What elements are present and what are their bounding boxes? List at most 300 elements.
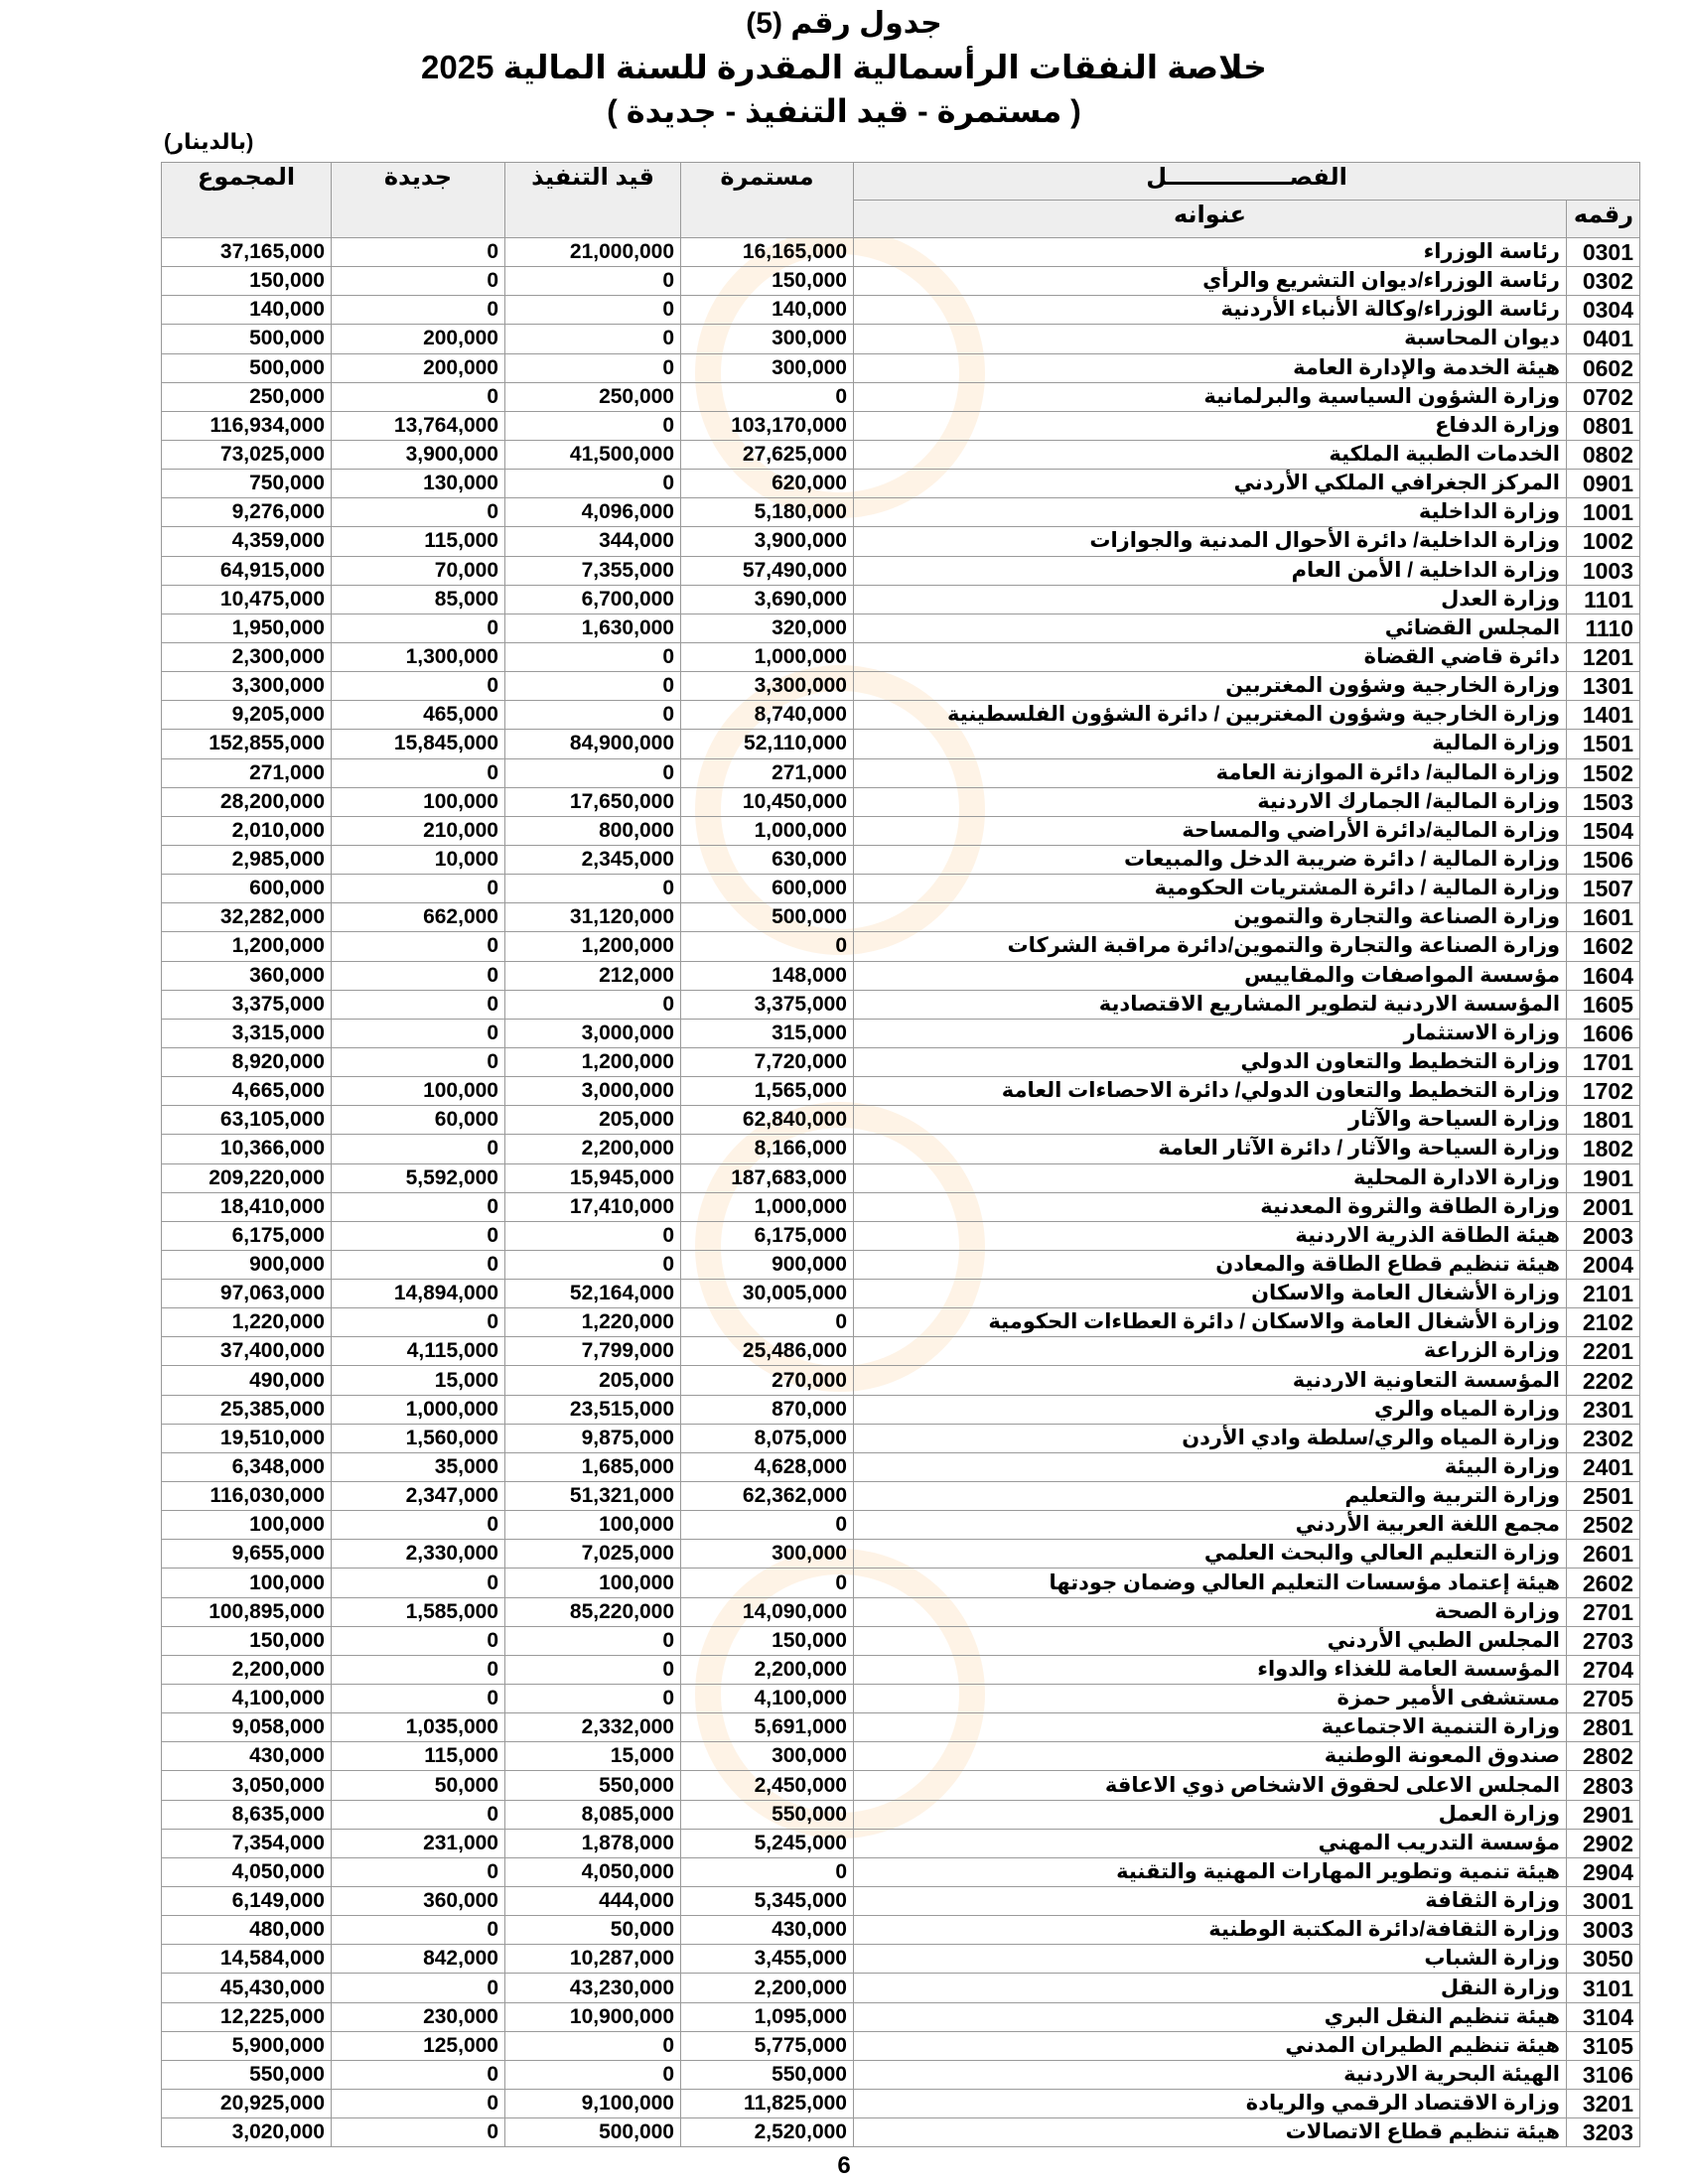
row-ongoing: 25,486,000 [681, 1337, 854, 1366]
header-chapter: الفصـــــــــــــــل [854, 163, 1640, 201]
row-new: 0 [332, 2118, 505, 2147]
row-title: وزارة النقل [854, 1974, 1567, 2002]
row-in-progress: 100,000 [505, 1511, 681, 1540]
row-code: 0602 [1567, 353, 1640, 382]
row-in-progress: 17,650,000 [505, 787, 681, 816]
row-in-progress: 10,287,000 [505, 1945, 681, 1974]
row-new: 0 [332, 382, 505, 411]
row-new: 15,000 [332, 1366, 505, 1395]
row-new: 0 [332, 1916, 505, 1945]
row-in-progress: 0 [505, 1250, 681, 1279]
table-row [162, 1280, 1640, 1308]
row-in-progress: 7,799,000 [505, 1337, 681, 1366]
row-total: 490,000 [162, 1366, 332, 1395]
row-code: 3101 [1567, 1974, 1640, 2002]
table-row [162, 1482, 1640, 1511]
row-in-progress: 41,500,000 [505, 440, 681, 469]
row-total: 28,200,000 [162, 787, 332, 816]
row-ongoing: 187,683,000 [681, 1163, 854, 1192]
row-total: 64,915,000 [162, 556, 332, 585]
row-code: 1606 [1567, 1019, 1640, 1047]
row-ongoing: 30,005,000 [681, 1280, 854, 1308]
row-title: وزارة الداخلية / الأمن العام [854, 556, 1567, 585]
row-new: 50,000 [332, 1771, 505, 1800]
row-ongoing: 1,000,000 [681, 642, 854, 671]
row-ongoing: 3,375,000 [681, 990, 854, 1019]
table-row [162, 1424, 1640, 1452]
row-in-progress: 2,332,000 [505, 1713, 681, 1742]
row-code: 2501 [1567, 1482, 1640, 1511]
row-ongoing: 5,245,000 [681, 1829, 854, 1857]
table-row [162, 1192, 1640, 1221]
row-code: 1501 [1567, 730, 1640, 758]
table-row [162, 672, 1640, 701]
row-code: 0304 [1567, 296, 1640, 325]
row-total: 1,950,000 [162, 614, 332, 642]
row-total: 8,920,000 [162, 1047, 332, 1076]
row-ongoing: 0 [681, 1569, 854, 1597]
row-code: 2301 [1567, 1395, 1640, 1424]
row-title: وزارة الخارجية وشؤون المغتربين [854, 672, 1567, 701]
row-title: وزارة الاستثمار [854, 1019, 1567, 1047]
row-ongoing: 6,175,000 [681, 1221, 854, 1250]
table-row [162, 1511, 1640, 1540]
header-total: المجموع [162, 163, 332, 238]
row-in-progress: 0 [505, 325, 681, 353]
row-in-progress: 0 [505, 2031, 681, 2060]
row-ongoing: 500,000 [681, 903, 854, 932]
row-in-progress: 1,878,000 [505, 1829, 681, 1857]
row-title: وزارة الصناعة والتجارة والتموين/دائرة مراقبة الشركات [854, 932, 1567, 961]
table-row [162, 1742, 1640, 1771]
row-in-progress: 8,085,000 [505, 1800, 681, 1829]
row-total: 9,205,000 [162, 701, 332, 730]
table-row [162, 1771, 1640, 1800]
row-in-progress: 84,900,000 [505, 730, 681, 758]
row-title: وزارة المياه والري [854, 1395, 1567, 1424]
row-code: 2803 [1567, 1771, 1640, 1800]
row-title: رئاسة الوزراء [854, 238, 1567, 267]
row-new: 0 [332, 296, 505, 325]
row-code: 3104 [1567, 2002, 1640, 2031]
row-new: 842,000 [332, 1945, 505, 1974]
row-new: 0 [332, 614, 505, 642]
row-total: 2,300,000 [162, 642, 332, 671]
row-in-progress: 3,000,000 [505, 1019, 681, 1047]
table-row [162, 1077, 1640, 1106]
row-title: هيئة تنمية وتطوير المهارات المهنية والتقنية [854, 1857, 1567, 1886]
row-total: 45,430,000 [162, 1974, 332, 2002]
table-row [162, 845, 1640, 874]
row-title: وزارة الداخلية [854, 498, 1567, 527]
row-total: 3,375,000 [162, 990, 332, 1019]
table-row [162, 816, 1640, 845]
table-row [162, 2031, 1640, 2060]
row-total: 360,000 [162, 961, 332, 990]
row-ongoing: 300,000 [681, 325, 854, 353]
table-row [162, 2118, 1640, 2147]
row-ongoing: 1,000,000 [681, 816, 854, 845]
row-ongoing: 0 [681, 382, 854, 411]
row-total: 9,058,000 [162, 1713, 332, 1742]
row-new: 0 [332, 758, 505, 787]
row-ongoing: 271,000 [681, 758, 854, 787]
row-title: المجلس الطبي الأردني [854, 1626, 1567, 1655]
row-total: 3,020,000 [162, 2118, 332, 2147]
row-new: 3,900,000 [332, 440, 505, 469]
row-in-progress: 15,000 [505, 1742, 681, 1771]
row-title: وزارة الصحة [854, 1597, 1567, 1626]
row-ongoing: 550,000 [681, 2060, 854, 2089]
row-ongoing: 2,450,000 [681, 1771, 854, 1800]
row-new: 100,000 [332, 1077, 505, 1106]
row-code: 3003 [1567, 1916, 1640, 1945]
table-row [162, 990, 1640, 1019]
row-total: 116,030,000 [162, 1482, 332, 1511]
row-in-progress: 205,000 [505, 1106, 681, 1135]
row-ongoing: 2,200,000 [681, 1655, 854, 1684]
row-in-progress: 2,345,000 [505, 845, 681, 874]
row-title: وزارة الداخلية/ دائرة الأحوال المدنية والجوازات [854, 527, 1567, 556]
row-total: 8,635,000 [162, 1800, 332, 1829]
row-title: وزارة الثقافة [854, 1887, 1567, 1916]
row-total: 100,895,000 [162, 1597, 332, 1626]
row-new: 0 [332, 1250, 505, 1279]
row-title: وزارة الأشغال العامة والاسكان [854, 1280, 1567, 1308]
row-total: 1,220,000 [162, 1308, 332, 1337]
table-row [162, 1916, 1640, 1945]
row-code: 2901 [1567, 1800, 1640, 1829]
row-ongoing: 300,000 [681, 1742, 854, 1771]
row-new: 35,000 [332, 1452, 505, 1481]
table-row [162, 1569, 1640, 1597]
row-new: 200,000 [332, 325, 505, 353]
row-ongoing: 300,000 [681, 353, 854, 382]
row-total: 3,315,000 [162, 1019, 332, 1047]
row-new: 115,000 [332, 1742, 505, 1771]
row-code: 2703 [1567, 1626, 1640, 1655]
row-code: 2801 [1567, 1713, 1640, 1742]
row-new: 0 [332, 498, 505, 527]
row-title: رئاسة الوزراء/وكالة الأنباء الأردنية [854, 296, 1567, 325]
row-ongoing: 7,720,000 [681, 1047, 854, 1076]
row-total: 97,063,000 [162, 1280, 332, 1308]
row-new: 0 [332, 1511, 505, 1540]
row-new: 0 [332, 1047, 505, 1076]
row-code: 3203 [1567, 2118, 1640, 2147]
row-title: دائرة قاضي القضاة [854, 642, 1567, 671]
row-title: وزارة المالية [854, 730, 1567, 758]
row-code: 0901 [1567, 470, 1640, 498]
row-total: 550,000 [162, 2060, 332, 2089]
row-in-progress: 15,945,000 [505, 1163, 681, 1192]
row-title: وزارة التخطيط والتعاون الدولي [854, 1047, 1567, 1076]
table-row [162, 267, 1640, 296]
row-code: 0301 [1567, 238, 1640, 267]
row-title: وزارة الشباب [854, 1945, 1567, 1974]
row-code: 3001 [1567, 1887, 1640, 1916]
row-total: 4,359,000 [162, 527, 332, 556]
table-row [162, 1800, 1640, 1829]
row-total: 150,000 [162, 1626, 332, 1655]
row-total: 100,000 [162, 1569, 332, 1597]
row-code: 1702 [1567, 1077, 1640, 1106]
row-ongoing: 0 [681, 1511, 854, 1540]
table-row [162, 1366, 1640, 1395]
row-new: 0 [332, 672, 505, 701]
row-ongoing: 620,000 [681, 470, 854, 498]
row-new: 0 [332, 1192, 505, 1221]
row-title: وزارة التعليم العالي والبحث العلمي [854, 1540, 1567, 1569]
row-title: وزارة المياه والري/سلطة وادي الأردن [854, 1424, 1567, 1452]
row-title: وزارة الصناعة والتجارة والتموين [854, 903, 1567, 932]
row-ongoing: 270,000 [681, 1366, 854, 1395]
row-total: 3,050,000 [162, 1771, 332, 1800]
row-code: 3106 [1567, 2060, 1640, 2089]
table-row [162, 353, 1640, 382]
row-new: 0 [332, 1308, 505, 1337]
row-total: 9,276,000 [162, 498, 332, 527]
row-in-progress: 7,355,000 [505, 556, 681, 585]
row-code: 2401 [1567, 1452, 1640, 1481]
row-in-progress: 31,120,000 [505, 903, 681, 932]
table-row [162, 238, 1640, 267]
row-code: 2101 [1567, 1280, 1640, 1308]
row-new: 2,330,000 [332, 1540, 505, 1569]
table-row [162, 1887, 1640, 1916]
row-total: 37,400,000 [162, 1337, 332, 1366]
row-total: 140,000 [162, 296, 332, 325]
row-ongoing: 630,000 [681, 845, 854, 874]
table-row [162, 1597, 1640, 1626]
page-number: 6 [837, 2152, 851, 2179]
row-ongoing: 0 [681, 932, 854, 961]
row-title: المؤسسة الاردنية لتطوير المشاريع الاقتصادية [854, 990, 1567, 1019]
row-new: 0 [332, 2090, 505, 2118]
table-row [162, 1337, 1640, 1366]
row-in-progress: 1,200,000 [505, 1047, 681, 1076]
row-in-progress: 0 [505, 470, 681, 498]
row-new: 0 [332, 1800, 505, 1829]
table-row [162, 961, 1640, 990]
row-new: 0 [332, 961, 505, 990]
row-title: وزارة المالية/ الجمارك الاردنية [854, 787, 1567, 816]
row-title: وزارة العدل [854, 585, 1567, 614]
row-in-progress: 50,000 [505, 1916, 681, 1945]
row-code: 2502 [1567, 1511, 1640, 1540]
row-code: 1901 [1567, 1163, 1640, 1192]
table-row [162, 325, 1640, 353]
row-total: 4,665,000 [162, 1077, 332, 1106]
row-ongoing: 4,100,000 [681, 1685, 854, 1713]
header-ongoing: مستمرة [681, 163, 854, 238]
row-in-progress: 0 [505, 2060, 681, 2089]
row-new: 0 [332, 1655, 505, 1684]
row-total: 14,584,000 [162, 1945, 332, 1974]
row-new: 1,000,000 [332, 1395, 505, 1424]
row-code: 1507 [1567, 875, 1640, 903]
row-code: 0702 [1567, 382, 1640, 411]
table-row [162, 1250, 1640, 1279]
row-in-progress: 0 [505, 267, 681, 296]
row-in-progress: 500,000 [505, 2118, 681, 2147]
row-code: 2904 [1567, 1857, 1640, 1886]
row-title: ديوان المحاسبة [854, 325, 1567, 353]
row-ongoing: 1,095,000 [681, 2002, 854, 2031]
table-row [162, 701, 1640, 730]
row-total: 500,000 [162, 353, 332, 382]
row-total: 6,348,000 [162, 1452, 332, 1481]
row-total: 63,105,000 [162, 1106, 332, 1135]
row-title: هيئة إعتماد مؤسسات التعليم العالي وضمان جودتها [854, 1569, 1567, 1597]
row-in-progress: 0 [505, 411, 681, 440]
row-total: 9,655,000 [162, 1540, 332, 1569]
row-in-progress: 1,685,000 [505, 1452, 681, 1481]
row-code: 1802 [1567, 1135, 1640, 1163]
row-ongoing: 148,000 [681, 961, 854, 990]
row-new: 15,845,000 [332, 730, 505, 758]
header-in-progress: قيد التنفيذ [505, 163, 681, 238]
row-code: 1602 [1567, 932, 1640, 961]
row-total: 900,000 [162, 1250, 332, 1279]
row-code: 2902 [1567, 1829, 1640, 1857]
row-new: 70,000 [332, 556, 505, 585]
row-ongoing: 0 [681, 1857, 854, 1886]
row-code: 2704 [1567, 1655, 1640, 1684]
row-code: 1110 [1567, 614, 1640, 642]
row-title: الخدمات الطبية الملكية [854, 440, 1567, 469]
row-total: 10,475,000 [162, 585, 332, 614]
row-in-progress: 51,321,000 [505, 1482, 681, 1511]
row-title: المجلس القضائي [854, 614, 1567, 642]
table-row [162, 585, 1640, 614]
row-total: 2,200,000 [162, 1655, 332, 1684]
row-code: 2701 [1567, 1597, 1640, 1626]
row-code: 1506 [1567, 845, 1640, 874]
table-row [162, 932, 1640, 961]
row-total: 19,510,000 [162, 1424, 332, 1452]
row-ongoing: 8,740,000 [681, 701, 854, 730]
row-code: 2003 [1567, 1221, 1640, 1250]
table-row [162, 440, 1640, 469]
row-code: 1701 [1567, 1047, 1640, 1076]
row-code: 0302 [1567, 267, 1640, 296]
row-new: 115,000 [332, 527, 505, 556]
row-title: وزارة التنمية الاجتماعية [854, 1713, 1567, 1742]
table-row [162, 411, 1640, 440]
row-title: وزارة السياحة والآثار / دائرة الآثار العامة [854, 1135, 1567, 1163]
row-code: 1504 [1567, 816, 1640, 845]
row-ongoing: 140,000 [681, 296, 854, 325]
row-total: 18,410,000 [162, 1192, 332, 1221]
page-title: خلاصة النفقات الرأسمالية المقدرة للسنة المالية 2025 [421, 49, 1267, 85]
row-code: 1604 [1567, 961, 1640, 990]
row-new: 1,300,000 [332, 642, 505, 671]
row-code: 2705 [1567, 1685, 1640, 1713]
row-code: 2602 [1567, 1569, 1640, 1597]
row-total: 4,100,000 [162, 1685, 332, 1713]
row-new: 0 [332, 1626, 505, 1655]
row-in-progress: 6,700,000 [505, 585, 681, 614]
row-in-progress: 0 [505, 701, 681, 730]
row-total: 250,000 [162, 382, 332, 411]
row-ongoing: 10,450,000 [681, 787, 854, 816]
row-new: 0 [332, 1569, 505, 1597]
row-ongoing: 3,690,000 [681, 585, 854, 614]
row-total: 152,855,000 [162, 730, 332, 758]
row-new: 0 [332, 1135, 505, 1163]
row-ongoing: 5,775,000 [681, 2031, 854, 2060]
row-new: 230,000 [332, 2002, 505, 2031]
row-ongoing: 5,345,000 [681, 1887, 854, 1916]
row-in-progress: 0 [505, 642, 681, 671]
row-total: 25,385,000 [162, 1395, 332, 1424]
row-title: هيئة تنظيم قطاع الطاقة والمعادن [854, 1250, 1567, 1279]
table-row [162, 1308, 1640, 1337]
table-row [162, 1019, 1640, 1047]
row-ongoing: 3,300,000 [681, 672, 854, 701]
row-in-progress: 0 [505, 758, 681, 787]
row-title: وزارة المالية/دائرة الأراضي والمساحة [854, 816, 1567, 845]
table-row [162, 1626, 1640, 1655]
row-ongoing: 600,000 [681, 875, 854, 903]
row-in-progress: 7,025,000 [505, 1540, 681, 1569]
row-code: 2302 [1567, 1424, 1640, 1452]
table-row [162, 1974, 1640, 2002]
row-in-progress: 344,000 [505, 527, 681, 556]
row-title: مجمع اللغة العربية الأردني [854, 1511, 1567, 1540]
row-in-progress: 21,000,000 [505, 238, 681, 267]
row-code: 1401 [1567, 701, 1640, 730]
row-new: 85,000 [332, 585, 505, 614]
row-ongoing: 14,090,000 [681, 1597, 854, 1626]
row-code: 2001 [1567, 1192, 1640, 1221]
row-title: وزارة الدفاع [854, 411, 1567, 440]
row-ongoing: 27,625,000 [681, 440, 854, 469]
row-title: وزارة السياحة والآثار [854, 1106, 1567, 1135]
table-row [162, 1135, 1640, 1163]
row-total: 2,010,000 [162, 816, 332, 845]
row-ongoing: 4,628,000 [681, 1452, 854, 1481]
row-total: 20,925,000 [162, 2090, 332, 2118]
row-total: 12,225,000 [162, 2002, 332, 2031]
table-row [162, 875, 1640, 903]
row-ongoing: 2,200,000 [681, 1974, 854, 2002]
row-ongoing: 8,075,000 [681, 1424, 854, 1452]
row-total: 150,000 [162, 267, 332, 296]
row-in-progress: 3,000,000 [505, 1077, 681, 1106]
row-title: وزارة التربية والتعليم [854, 1482, 1567, 1511]
table-row [162, 1106, 1640, 1135]
row-total: 116,934,000 [162, 411, 332, 440]
row-new: 662,000 [332, 903, 505, 932]
row-ongoing: 16,165,000 [681, 238, 854, 267]
row-title: وزارة المالية / دائرة ضريبة الدخل والمبيعات [854, 845, 1567, 874]
table-row [162, 470, 1640, 498]
row-new: 1,560,000 [332, 1424, 505, 1452]
row-ongoing: 3,900,000 [681, 527, 854, 556]
row-total: 430,000 [162, 1742, 332, 1771]
row-total: 3,300,000 [162, 672, 332, 701]
row-code: 2601 [1567, 1540, 1640, 1569]
row-in-progress: 85,220,000 [505, 1597, 681, 1626]
row-total: 37,165,000 [162, 238, 332, 267]
row-in-progress: 2,200,000 [505, 1135, 681, 1163]
row-total: 4,050,000 [162, 1857, 332, 1886]
row-total: 480,000 [162, 1916, 332, 1945]
row-total: 2,985,000 [162, 845, 332, 874]
table-row [162, 1713, 1640, 1742]
